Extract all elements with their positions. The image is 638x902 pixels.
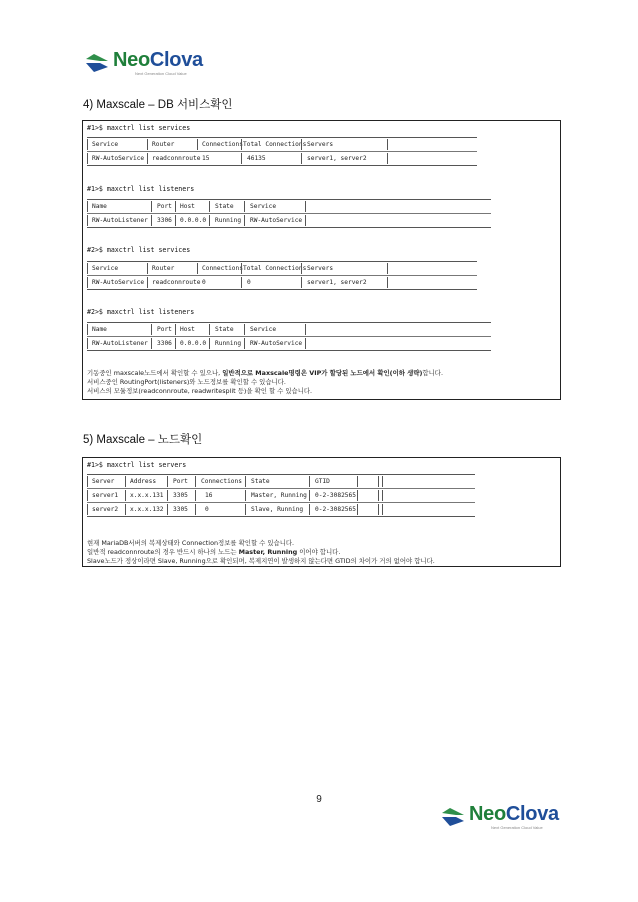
table-cell: RW-AutoService (250, 340, 303, 347)
console-box-services (82, 120, 561, 400)
table-header-row (87, 262, 477, 276)
command-line: #1>$ maxctrl list listeners (87, 185, 195, 193)
table-cell: Slave, Running (251, 506, 304, 513)
table-header-cell: Address (130, 478, 157, 485)
neoclova-swoosh-icon (84, 51, 110, 75)
table-header-cell: Servers (307, 265, 334, 272)
note-text: 서비스의 모듈정보(readconnroute, readwritesplit 등)을 확인 할 수 있습니다. (87, 387, 313, 395)
table-cell: 0 (202, 279, 206, 286)
table-cell: 0 (247, 279, 251, 286)
table-header-cell: Service (250, 326, 277, 333)
note-emphasis: Master, Running (238, 548, 298, 556)
table-cell: x.x.x.132 (130, 506, 164, 513)
table-cell: 0.0.0.0 (180, 340, 207, 347)
listeners-table-2 (87, 322, 491, 351)
table-cell: 0-2-3082565 (315, 506, 356, 513)
table-cell: 46135 (247, 155, 266, 162)
table-cell: 3305 (173, 506, 188, 513)
table-header-cell: Host (180, 203, 195, 210)
table-header-cell: Server (92, 478, 115, 485)
table-cell: 16 (205, 492, 213, 499)
services-table-1 (87, 137, 477, 166)
table-cell: Master, Running (251, 492, 307, 499)
table-cell: server1, server2 (307, 279, 367, 286)
table-cell: server1 (92, 492, 119, 499)
note-text: 현재 MariaDB서버의 복제상태와 Connection정보를 확인할 수 있습니다. (87, 539, 295, 547)
table-header-cell: Service (250, 203, 277, 210)
logo-tagline: Next Generation Cloud Value (491, 825, 543, 830)
table-header-cell: Port (173, 478, 188, 485)
note-text: Slave노드가 정상이라면 Slave, Running으로 확인되며, 복제지연이 발생하지 않는다면 GTID의 차이가 거의 없어야 합니다. (87, 557, 435, 565)
table-cell: 0-2-3082565 (315, 492, 356, 499)
note-text: 서비스중인 RoutingPort(listeners)와 노드정보를 확인할 수 있습니다. (87, 378, 286, 386)
section-heading-maxscale-db: 4) Maxscale – DB 서비스확인 (83, 99, 233, 111)
table-cell: Running (215, 217, 242, 224)
table-header-cell: Service (92, 141, 119, 148)
table-header-row (87, 138, 477, 152)
logo-name-neo: Neo (113, 49, 150, 71)
page-number: 9 (316, 794, 322, 805)
table-row (87, 276, 477, 289)
table-header-cell: State (215, 203, 234, 210)
table-cell: RW-AutoService (250, 217, 303, 224)
table-header-cell: Service (92, 265, 119, 272)
table-cell: RW-AutoService (92, 279, 145, 286)
table-cell: RW-AutoListener (92, 217, 148, 224)
table-cell: 3306 (157, 340, 172, 347)
table-header-cell: Port (157, 203, 172, 210)
note-emphasis: 일반적으로 Maxscale명령은 VIP가 할당된 노드에서 확인(이하 생략) (222, 369, 423, 377)
command-line: #2>$ maxctrl list listeners (87, 308, 195, 316)
table-row (87, 214, 491, 227)
table-header-cell: GTID (315, 478, 330, 485)
table-cell: readconnroute (152, 155, 201, 162)
table-header-row (87, 323, 491, 337)
command-line: #1>$ maxctrl list servers (87, 461, 187, 469)
logo-tagline: Next Generation Cloud Value (135, 71, 187, 76)
table-header-row (87, 200, 491, 214)
servers-table (87, 474, 475, 517)
table-cell: server2 (92, 506, 119, 513)
table-header-cell: Router (152, 265, 175, 272)
table-row (87, 503, 475, 516)
logo-name-neo: Neo (469, 803, 506, 825)
table-header-cell: Host (180, 326, 195, 333)
logo-name-clova: Clova (149, 49, 203, 71)
table-cell: 3306 (157, 217, 172, 224)
table-cell: Running (215, 340, 242, 347)
command-line: #2>$ maxctrl list services (87, 246, 191, 254)
table-row (87, 337, 491, 350)
table-header-cell: Servers (307, 141, 334, 148)
table-header-cell: Total Connections (243, 141, 307, 148)
table-cell: 3305 (173, 492, 188, 499)
neoclova-logo (84, 50, 203, 76)
note-text: 기동중인 maxscale노드에서 확인할 수 있으나, 일반적으로 Maxscale명령은 VIP가 할당된 노드에서 확인(이하 생략)합니다. (87, 369, 443, 377)
section-heading-maxscale-node: 5) Maxscale – 노드확인 (83, 434, 203, 446)
table-cell: server1, server2 (307, 155, 367, 162)
table-cell: x.x.x.131 (130, 492, 164, 499)
table-cell: 0 (205, 506, 209, 513)
table-header-cell: Connections (201, 478, 242, 485)
listeners-table-1 (87, 199, 491, 228)
table-header-cell: Name (92, 326, 107, 333)
table-header-cell: State (215, 326, 234, 333)
table-header-cell: Port (157, 326, 172, 333)
table-header-cell: State (251, 478, 270, 485)
table-cell: readconnroute (152, 279, 201, 286)
neoclova-swoosh-icon (440, 805, 466, 829)
table-cell: 15 (202, 155, 210, 162)
table-row (87, 152, 477, 165)
table-cell: RW-AutoService (92, 155, 145, 162)
command-line: #1>$ maxctrl list services (87, 124, 191, 132)
table-header-cell: Name (92, 203, 107, 210)
console-box-servers (82, 457, 561, 567)
note-text: 일반적 readconnroute의 경우 반드시 하나의 노드는 Master, Running 이어야 합니다. (87, 548, 341, 556)
table-cell: 0.0.0.0 (180, 217, 207, 224)
neoclova-logo-footer (440, 804, 559, 830)
table-header-cell: Total Connections (243, 265, 307, 272)
table-header-cell: Connections (202, 265, 243, 272)
services-table-2 (87, 261, 477, 290)
table-row (87, 489, 475, 503)
table-cell: RW-AutoListener (92, 340, 148, 347)
logo-name-clova: Clova (505, 803, 559, 825)
table-header-row (87, 475, 475, 489)
table-header-cell: Router (152, 141, 175, 148)
table-header-cell: Connections (202, 141, 243, 148)
